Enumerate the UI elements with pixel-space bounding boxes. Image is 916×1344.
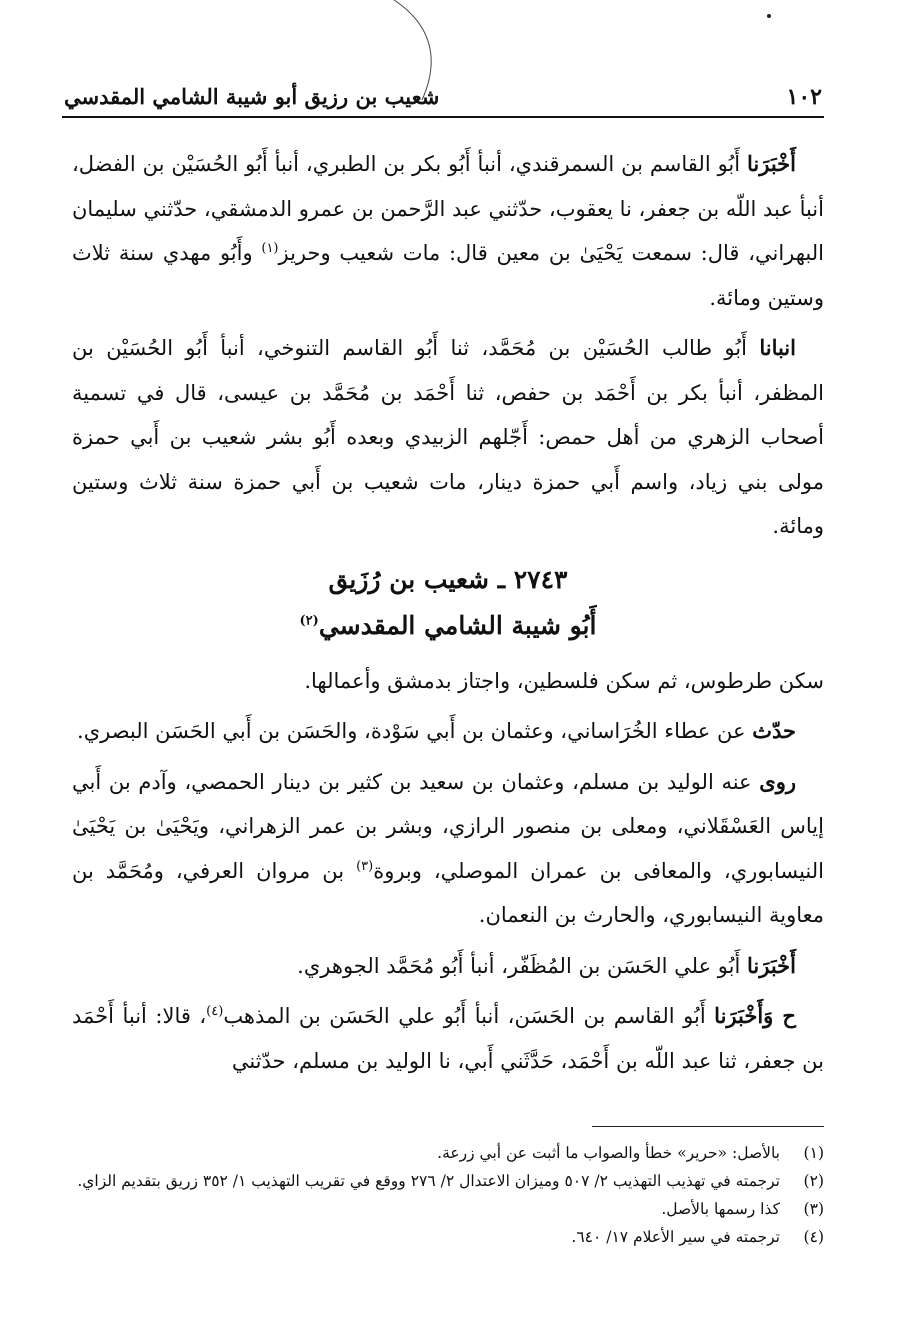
paragraph: [72, 760, 824, 938]
entry-subtitle-line: [72, 603, 824, 649]
entry-heading: [72, 557, 824, 649]
entry-subtitle: أَبُو شيبة الشامي المقدسي: [318, 610, 597, 640]
footnote-number: (٢): [803, 1172, 824, 1190]
footnote-ref: (٣): [356, 858, 374, 874]
footnote-ref: (٢): [299, 613, 319, 629]
narration-keyword: وَأَخْبَرَنا: [714, 1003, 774, 1028]
paragraph-text: أَبُو القاسم بن الحَسَن، أنبأ أَبُو علي الحَسَن بن المذهب: [223, 1004, 715, 1028]
narration-keyword: انبانا: [759, 335, 796, 360]
footnote-number: (١): [803, 1144, 824, 1162]
running-title: شعيب بن رزيق أبو شيبة الشامي المقدسي: [64, 84, 440, 109]
tahwil-mark: ح: [773, 1003, 796, 1028]
narration-keyword: أَخْبَرَنا: [747, 151, 796, 176]
entry-title: ٢٧٤٣ ـ شعيب بن رُزَيق: [328, 564, 568, 594]
paragraph-text: وأَبُو مهدي سنة ثلاث وستين ومائة.: [72, 241, 824, 310]
footnote-divider: [592, 1126, 824, 1127]
paragraph-text: ، قالا: أنبأ أَحْمَد بن جعفر، ثنا عبد اللّه بن أَحْمَد، حَدَّثَني أَبي، نا الوليد بن مسلم، حدّثني: [72, 1004, 824, 1073]
paragraph-text: عنه الوليد بن مسلم، وعثمان بن سعيد بن كثير بن دينار الحمصي، وآدم بن أَبي إياس العَسْقَلاني، ومعلى بن منصور الرازي، وبشر بن عمر الزهراني، ويَحْيَىٰ بن يَحْيَىٰ النيسابوري، والمعافى بن عمران الموصلي، وبروة: [72, 769, 825, 883]
footnote-text: كذا رسمها بالأصل.: [661, 1200, 780, 1218]
footnote: [72, 1168, 824, 1194]
footnote-ref: (١): [261, 241, 279, 256]
paragraph-text: عن عطاء الخُرَاساني، وعثمان بن أَبي سَوْدة، والحَسَن بن أَبي الحَسَن البصري.: [77, 719, 753, 743]
footnote-number: (٤): [803, 1228, 824, 1246]
footnote: [72, 1224, 824, 1250]
ink-dot: [767, 14, 771, 18]
paragraph: [72, 326, 824, 549]
page-number: ١٠٢: [786, 84, 822, 110]
footnotes: [72, 1140, 824, 1252]
footnote-number: (٣): [803, 1200, 824, 1218]
paragraph: [72, 142, 824, 320]
paragraph-text: سكن طرطوس، ثم سكن فلسطين، واجتاز بدمشق وأعمالها.: [304, 668, 824, 693]
paragraph-text: أَبُو علي الحَسَن بن المُظَفّر، أنبأ أَبُو مُحَمَّد الجوهري.: [297, 953, 748, 978]
paragraph-text: أَبُو القاسم بن السمرقندي، أنبأ أَبُو بكر بن الطبري، أنبأ أَبُو الحُسَيْن بن الفضل، أنبأ عبد اللّه بن جعفر، نا يعقوب، حدّثني عبد الرَّحمن بن عمرو الدمشقي، حدّثني سليمان البهراني، قال: سمعت يَحْيَىٰ بن معين قال: مات شعيب وحريز: [72, 152, 824, 265]
footnote-text: ترجمته في سير الأعلام ١٧/ ٦٤٠.: [571, 1228, 780, 1246]
footnote: [72, 1140, 824, 1166]
paragraph-text: أَبُو طالب الحُسَيْن بن مُحَمَّد، ثنا أَبُو القاسم التنوخي، أنبأ أَبُو الحُسَيْن بن المظفر، أنبأ بكر بن أَحْمَد بن حفص، ثنا أَحْمَد بن مُحَمَّد بن عيسى، قال في تسمية أصحاب الزهري من أهل حمص: أَجّلهم الزبيدي وبعده أَبُو بشر شعيب بن أَبي حمزة مولى بني زياد، واسم أَبي حمزة دينار، مات شعيب بن أَبي حمزة سنة ثلاث وستين ومائة.: [72, 336, 824, 538]
main-text: [72, 142, 824, 1089]
paragraph: [72, 659, 824, 704]
footnote: [72, 1196, 824, 1222]
narration-keyword: حدّث: [752, 718, 796, 743]
page-header: [62, 78, 824, 118]
narration-keyword: أَخْبَرَنا: [747, 952, 796, 978]
paragraph: [72, 709, 824, 754]
footnote-text: بالأصل: «حرير» خطأ والصواب ما أثبت عن أبي زرعة.: [437, 1144, 780, 1162]
narration-keyword: روى: [759, 768, 796, 794]
paragraph: [72, 944, 824, 989]
paragraph-text: بن مروان العرفي، ومُحَمَّد بن معاوية النيسابوري، والحارث بن النعمان.: [72, 858, 824, 927]
footnote-ref: (٤): [206, 1004, 224, 1019]
paragraph: [72, 994, 824, 1083]
footnote-text: ترجمته في تهذيب التهذيب ٢/ ٥٠٧ وميزان الاعتدال ٢/ ٢٧٦ ووقع في تقريب التهذيب ١/ ٣٥٢ زريق بتقديم الزاي.: [77, 1172, 780, 1190]
